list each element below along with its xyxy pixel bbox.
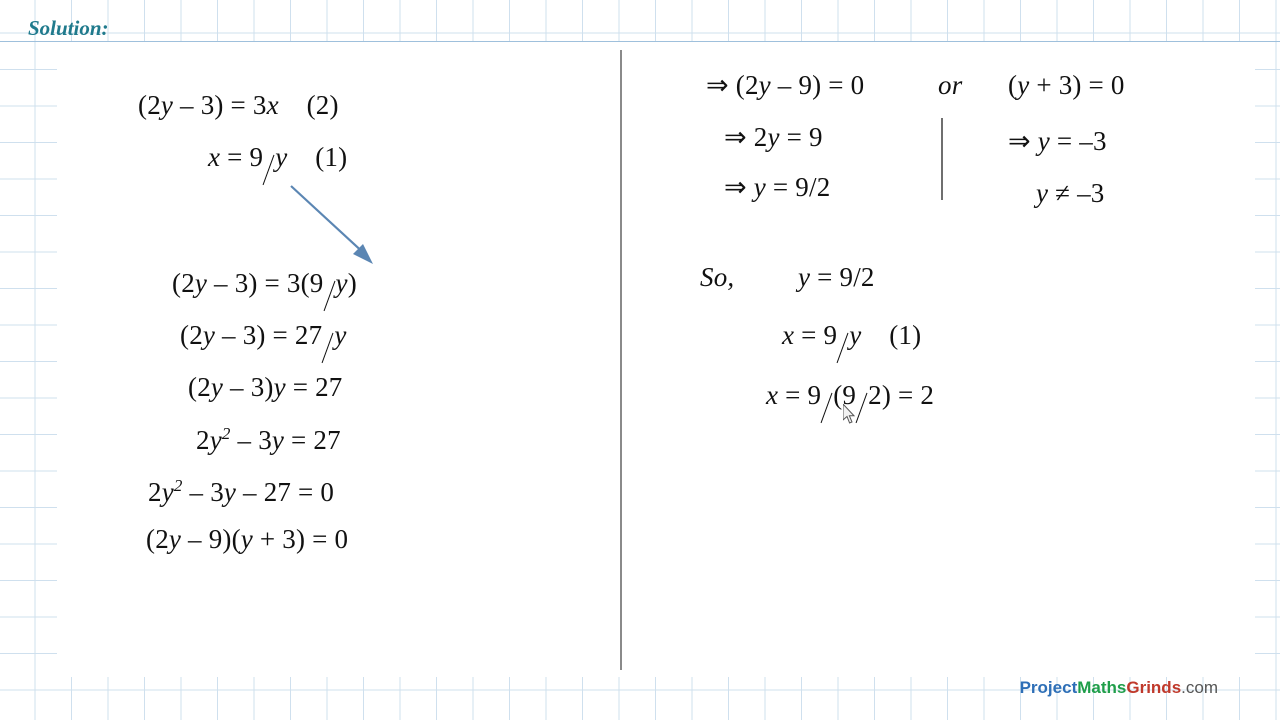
watermark-com: .com: [1181, 678, 1218, 697]
header-rule: [0, 41, 1280, 42]
quadratic-step-2: $2y^2 - 3y - 27 = 0$: [148, 476, 335, 507]
conclusion-x-value: x = 9 (9 2) = 2: [766, 380, 935, 410]
watermark-project: Project: [1019, 678, 1078, 697]
factor-root-left: ⇒ (2y – 9) = 0: [706, 70, 865, 100]
watermark: [1020, 678, 1218, 698]
substitution-arrow: [285, 180, 395, 275]
factor-connector-or: or: [938, 70, 963, 100]
branch-right-step-2: y ≠ –3: [1036, 178, 1105, 208]
solution-label: Solution: [28, 16, 102, 40]
factorised-equation: (2y – 9)(y + 3) = 0: [146, 524, 349, 554]
conclusion-so-label: So,: [700, 262, 735, 292]
conclusion-y-value: y = 9/2: [798, 262, 875, 292]
mouse-cursor: [843, 404, 857, 426]
conclusion-equation-1: x = 9 y (1): [782, 320, 922, 350]
substitution-step-1: (2y – 3) = 3(9 y): [172, 268, 357, 298]
substitution-step-3: (2y – 3)y = 27: [188, 372, 343, 402]
factor-root-right: (y + 3) = 0: [1008, 70, 1125, 100]
equation-line-2: (2y – 3) = 3x (2): [138, 90, 339, 120]
watermark-maths: Maths: [1077, 678, 1127, 697]
branch-left-step-2: ⇒ y = 9/2: [724, 172, 831, 202]
quadratic-step-1: $2y^2 - 3y = 27$: [196, 424, 341, 455]
column-divider: [620, 50, 622, 670]
branch-divider: [941, 118, 943, 200]
branch-right-step-1: ⇒ y = –3: [1008, 126, 1107, 156]
branch-left-step-1: ⇒ 2y = 9: [724, 122, 823, 152]
page-title: [28, 16, 109, 41]
solution-colon: :: [101, 16, 109, 40]
watermark-grinds: Grinds: [1126, 678, 1182, 697]
equation-line-1: x = 9 y (1): [208, 142, 348, 172]
substitution-step-2: (2y – 3) = 27 y: [180, 320, 347, 350]
